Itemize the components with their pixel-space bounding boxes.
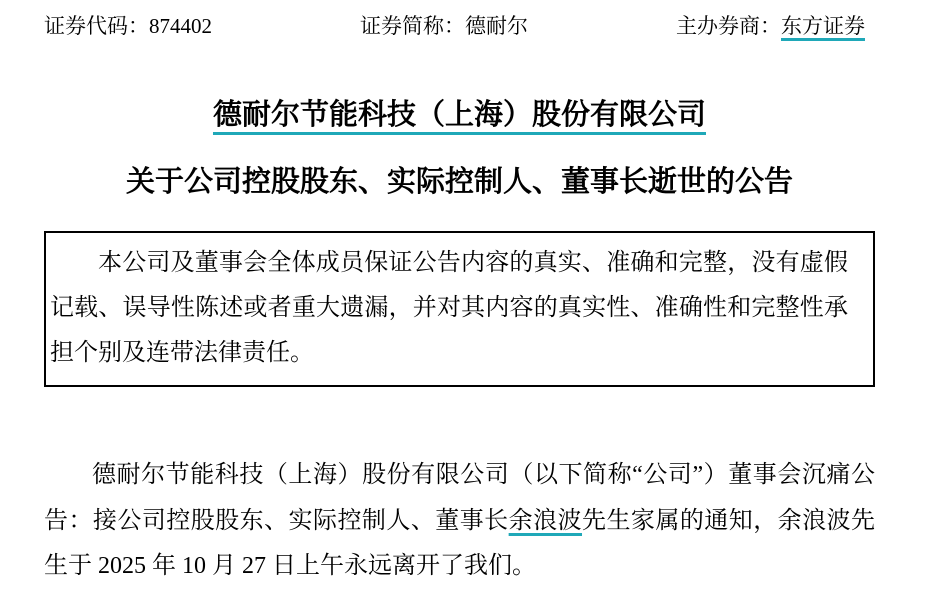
sponsor-broker-label: 主办券商：	[676, 14, 781, 38]
securities-code-label: 证券代码：	[44, 14, 149, 38]
announcement-subject-title: 关于公司控股股东、实际控制人、董事长逝世的公告	[125, 166, 793, 198]
announcement-body-paragraph	[44, 453, 875, 590]
sponsor-broker-value: 东方证券	[781, 14, 865, 38]
body-text-after-name: 先生家属的通知，余浪波先生于 2025 年 10 月 27 日上午永远离开了我们。	[44, 507, 876, 579]
body-text-before-name: 德耐尔节能科技（上海）股份有限公司（以下简称“公司”）董事会沉痛公告：接公司控股股东、实际控制人、董事长	[44, 462, 875, 534]
securities-short-name-value: 德耐尔	[465, 14, 528, 38]
sponsor-broker-field	[676, 13, 865, 39]
disclaimer-text: 本公司及董事会全体成员保证公告内容的真实、准确和完整，没有虚假记载、误导性陈述或者重大遗漏，并对其内容的真实性、准确性和完整性承担个别及连带法律责任。	[50, 250, 848, 366]
securities-short-name-field	[360, 13, 528, 39]
disclaimer-box	[44, 231, 875, 387]
securities-code-value: 874402	[149, 14, 212, 38]
chairman-name-text: 余浪波	[508, 507, 583, 534]
company-name-title	[44, 95, 875, 135]
securities-code-field	[44, 13, 212, 39]
company-name-text: 德耐尔节能科技（上海）股份有限公司	[212, 99, 706, 131]
securities-short-name-label: 证券简称：	[360, 14, 465, 38]
securities-header	[44, 13, 875, 39]
